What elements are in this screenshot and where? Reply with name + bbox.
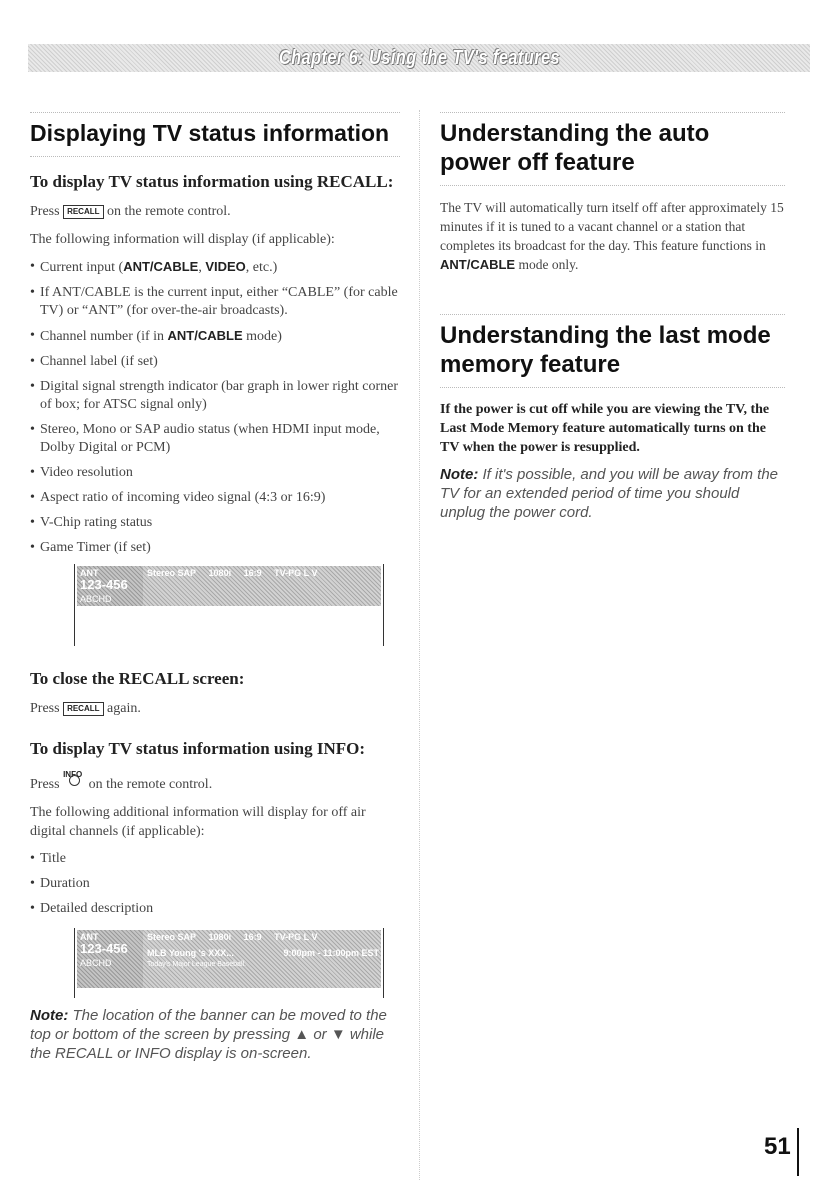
list-item: • Digital signal strength indicator (bar graph in lower right corner of box; for ATSC signal only) bbox=[30, 378, 400, 414]
audio-status: Stereo SAP bbox=[147, 568, 197, 578]
press-post-text: on the remote control. bbox=[107, 204, 231, 219]
rule bbox=[440, 185, 785, 186]
audio-status: Stereo SAP bbox=[147, 932, 197, 942]
following-info-text-2: The following additional information will display for off air digital channels (if applicable): bbox=[30, 805, 366, 839]
program-title: MLB Young 's XXX... bbox=[147, 948, 234, 958]
subheading-info: To display TV status information using INFO: bbox=[30, 739, 366, 758]
program-description: Today's Major League Baseball. bbox=[147, 961, 247, 968]
recall-screen-illustration bbox=[74, 564, 384, 646]
last-mode-paragraph: If the power is cut off while you are viewing the TV, the Last Mode Memory feature automatically turns on the TV when the power is resupplied. bbox=[440, 402, 770, 455]
note-text: The location of the banner can be moved to the top or bottom of the screen by pressing ▲ or ▼ while the RECALL or INFO display is on-screen. bbox=[30, 1007, 387, 1062]
note-text: If it's possible, and you will be away from the TV for an extended period of time you should unplug the power cord. bbox=[440, 466, 779, 521]
note-label: Note: bbox=[30, 1007, 69, 1024]
list-item: • Stereo, Mono or SAP audio status (when HDMI input mode, Dolby Digital or PCM) bbox=[30, 421, 400, 457]
subheading-recall: To display TV status information using RECALL: bbox=[30, 172, 394, 191]
section-heading: Displaying TV status information bbox=[30, 120, 390, 146]
vchip-rating: TV-PG L V bbox=[274, 932, 318, 942]
note-label: Note: bbox=[440, 466, 479, 483]
page-number: 51 bbox=[764, 1133, 791, 1160]
recall-banner bbox=[77, 566, 381, 606]
unplug-note bbox=[440, 465, 785, 522]
rule bbox=[30, 156, 400, 157]
subheading-close: To close the RECALL screen: bbox=[30, 669, 245, 688]
following-info-text: The following information will display (if applicable): bbox=[30, 232, 335, 247]
list-item: • Video resolution bbox=[30, 464, 400, 482]
list-item: • If ANT/CABLE is the current input, either “CABLE” (for cable TV) or “ANT” (for over-the-air broadcasts). bbox=[30, 284, 400, 320]
recall-button-icon: RECALL bbox=[63, 702, 103, 716]
heading-box bbox=[440, 113, 785, 185]
status-bar bbox=[147, 932, 379, 944]
heading-box bbox=[440, 315, 785, 387]
list-item: • Aspect ratio of incoming video signal (4:3 or 16:9) bbox=[30, 489, 400, 507]
vchip-rating: TV-PG L V bbox=[274, 568, 318, 578]
list-item: • Detailed description bbox=[30, 900, 400, 918]
info-banner bbox=[77, 930, 381, 988]
banner-note bbox=[30, 1006, 400, 1063]
aspect-ratio: 16:9 bbox=[243, 568, 262, 578]
channel-label: ABCHD bbox=[80, 594, 112, 604]
resolution: 1080i bbox=[208, 568, 232, 578]
again-text: again. bbox=[107, 701, 141, 716]
recall-button-icon: RECALL bbox=[63, 205, 103, 219]
press-again-line bbox=[30, 699, 400, 718]
channel-label: ABCHD bbox=[80, 958, 112, 968]
input-label: ANT bbox=[80, 932, 99, 942]
list-item: • V-Chip rating status bbox=[30, 514, 400, 532]
list-item: • Game Timer (if set) bbox=[30, 539, 400, 557]
info-screen-illustration bbox=[74, 928, 384, 998]
channel-block bbox=[77, 566, 143, 606]
press-text: Press bbox=[30, 777, 60, 792]
status-bar bbox=[147, 568, 379, 580]
chapter-banner bbox=[28, 44, 810, 72]
resolution: 1080i bbox=[208, 932, 232, 942]
left-column bbox=[30, 112, 400, 1063]
list-item: • Channel label (if set) bbox=[30, 353, 400, 371]
press-recall-line bbox=[30, 202, 400, 221]
channel-number: 123-456 bbox=[80, 577, 128, 592]
list-item: • Duration bbox=[30, 875, 400, 893]
program-time: 9:00pm - 11:00pm EST bbox=[283, 948, 379, 958]
section-heading-auto-power: Understanding the auto power off feature bbox=[440, 120, 710, 176]
rule bbox=[440, 387, 785, 388]
info-list bbox=[30, 850, 400, 918]
press-info-line bbox=[30, 770, 400, 794]
press-post-text: on the remote control. bbox=[88, 777, 213, 792]
channel-block bbox=[77, 930, 143, 988]
list-item: • Channel number (if in ANT/CABLE mode) bbox=[30, 327, 400, 346]
input-label: ANT bbox=[80, 568, 99, 578]
info-button-icon: INFO bbox=[63, 773, 85, 788]
right-column bbox=[440, 112, 785, 522]
auto-power-paragraph: The TV will automatically turn itself off after approximately 15 minutes if it is tuned to a vacant channel or a station that completes its broadcast for the day. This feature functions in ANT/CABLE mode only. bbox=[440, 200, 784, 272]
press-text: Press bbox=[30, 204, 60, 219]
section-heading-last-mode: Understanding the last mode memory feature bbox=[440, 322, 771, 378]
list-item: • Current input (ANT/CABLE, VIDEO, etc.) bbox=[30, 258, 400, 277]
press-text: Press bbox=[30, 701, 60, 716]
chapter-title: Chapter 6: Using the TV's features bbox=[278, 46, 560, 69]
program-row bbox=[147, 948, 379, 958]
page-number-bar bbox=[797, 1128, 799, 1176]
channel-number: 123-456 bbox=[80, 941, 128, 956]
heading-box bbox=[30, 113, 400, 156]
aspect-ratio: 16:9 bbox=[243, 932, 262, 942]
column-divider bbox=[419, 110, 420, 1180]
status-info-list bbox=[30, 258, 400, 557]
list-item: • Title bbox=[30, 850, 400, 868]
